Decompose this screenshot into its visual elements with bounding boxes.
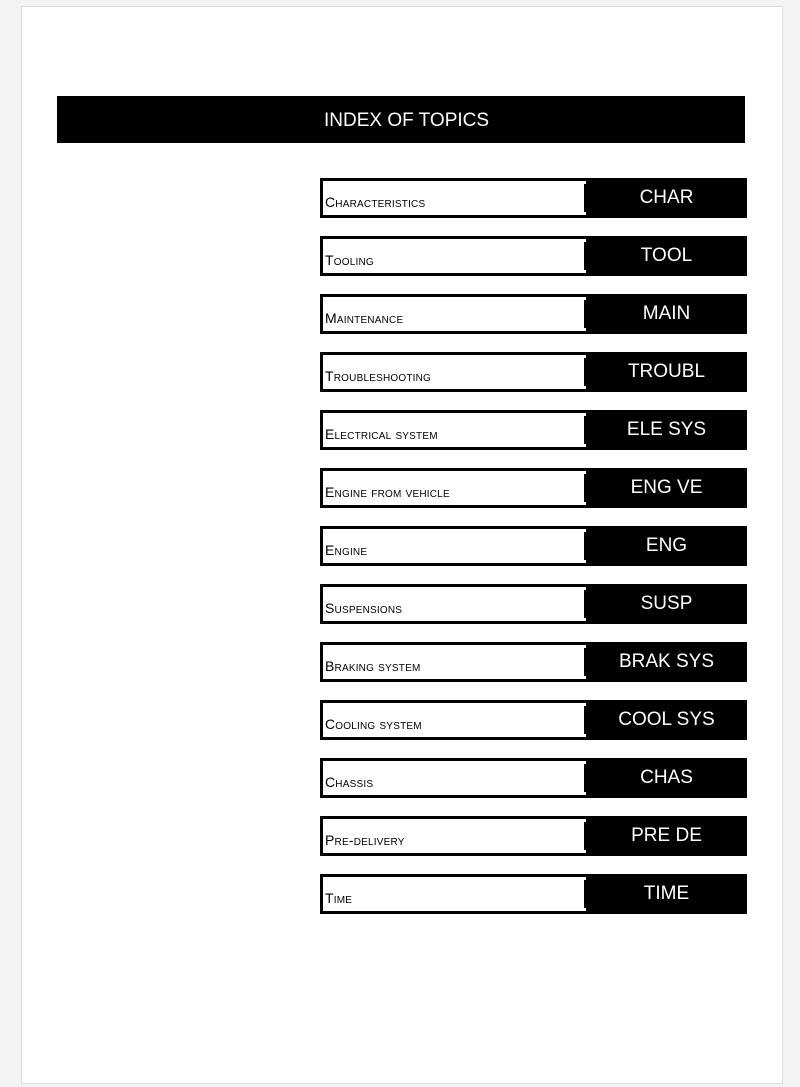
topic-code[interactable]: MAIN <box>586 294 747 334</box>
topic-name-box <box>320 236 586 276</box>
topic-row-engine[interactable] <box>320 526 747 566</box>
topic-name-box <box>320 700 586 740</box>
topic-name-box <box>320 642 586 682</box>
topic-row-suspensions[interactable] <box>320 584 747 624</box>
topic-code[interactable]: COOL SYS <box>586 700 747 740</box>
topic-code[interactable]: CHAR <box>586 178 747 218</box>
topic-row-braking-system[interactable] <box>320 642 747 682</box>
topic-row-time[interactable] <box>320 874 747 914</box>
topic-row-characteristics[interactable] <box>320 178 747 218</box>
topic-row-troubleshooting[interactable] <box>320 352 747 392</box>
topic-code[interactable]: ENG VE <box>586 468 747 508</box>
topic-name-box <box>320 178 586 218</box>
topic-code[interactable]: TOOL <box>586 236 747 276</box>
topic-code[interactable]: SUSP <box>586 584 747 624</box>
topic-code[interactable]: BRAK SYS <box>586 642 747 682</box>
topic-name: Maintenance <box>325 310 404 326</box>
topic-name-box <box>320 816 586 856</box>
topic-code[interactable]: TIME <box>586 874 747 914</box>
topic-row-chassis[interactable] <box>320 758 747 798</box>
topic-code[interactable]: ENG <box>586 526 747 566</box>
topic-name: Engine from vehicle <box>325 484 450 500</box>
topic-row-cooling-system[interactable] <box>320 700 747 740</box>
topic-name: Tooling <box>325 252 374 268</box>
topic-name: Time <box>325 890 353 906</box>
topic-name: Troubleshooting <box>325 368 432 384</box>
topic-name-box <box>320 294 586 334</box>
topic-name: Engine <box>325 542 368 558</box>
topic-code[interactable]: TROUBL <box>586 352 747 392</box>
topic-row-pre-delivery[interactable] <box>320 816 747 856</box>
topic-name: Pre-delivery <box>325 832 405 848</box>
topic-name: Suspensions <box>325 600 403 616</box>
topic-name: Braking system <box>325 658 421 674</box>
topic-name-box <box>320 468 586 508</box>
topic-name-box <box>320 410 586 450</box>
topic-name: Characteristics <box>325 194 426 210</box>
topic-name-box <box>320 584 586 624</box>
topic-name-box <box>320 526 586 566</box>
topic-index-list <box>320 178 747 932</box>
topic-code[interactable]: CHAS <box>586 758 747 798</box>
topic-row-maintenance[interactable] <box>320 294 747 334</box>
topic-row-electrical-system[interactable] <box>320 410 747 450</box>
topic-name-box <box>320 874 586 914</box>
topic-row-tooling[interactable] <box>320 236 747 276</box>
topic-row-engine-from-vehicle[interactable] <box>320 468 747 508</box>
topic-name: Chassis <box>325 774 374 790</box>
topic-code[interactable]: ELE SYS <box>586 410 747 450</box>
topic-name: Cooling system <box>325 716 422 732</box>
topic-name-box <box>320 352 586 392</box>
topic-name: Electrical system <box>325 426 438 442</box>
topic-code[interactable]: PRE DE <box>586 816 747 856</box>
topic-name-box <box>320 758 586 798</box>
page-title: INDEX OF TOPICS <box>324 110 490 131</box>
